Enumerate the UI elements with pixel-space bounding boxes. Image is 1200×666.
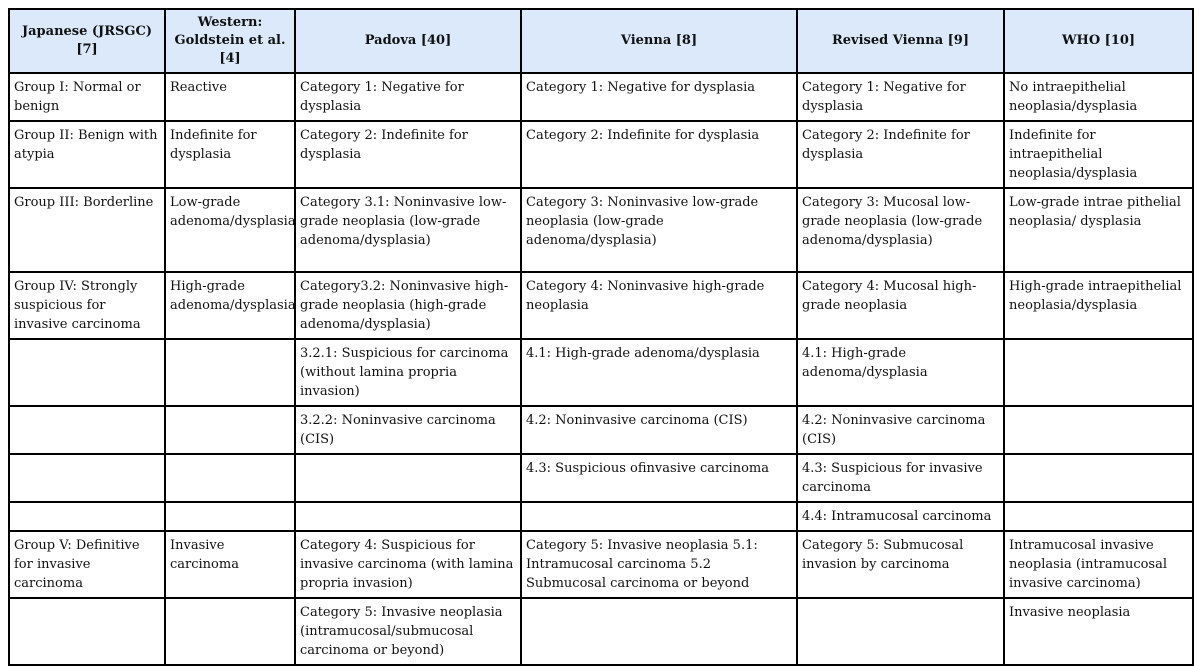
table-cell: 4.3: Suspicious ofinvasive carcinoma	[521, 454, 797, 502]
table-cell	[521, 502, 797, 531]
table-cell: 4.4: Intramucosal carcinoma	[797, 502, 1004, 531]
table-cell: Intramucosal invasive neoplasia (intramucosal invasive carcinoma)	[1004, 531, 1193, 598]
header-revised-vienna: Revised Vienna [9]	[797, 9, 1004, 73]
table-cell: Category 1: Negative for dysplasia	[797, 73, 1004, 121]
table-cell: Low-grade intrae pithelial neoplasia/ dysplasia	[1004, 188, 1193, 272]
table-cell	[9, 502, 165, 531]
table-cell: Category 3.1: Noninvasive low-grade neoplasia (low-grade adenoma/dysplasia)	[295, 188, 521, 272]
table-row	[9, 73, 1193, 121]
table-cell	[295, 454, 521, 502]
table-cell: Group I: Normal or benign	[9, 73, 165, 121]
table-cell	[165, 454, 295, 502]
table-cell: Group II: Benign with atypia	[9, 121, 165, 188]
table-cell	[165, 502, 295, 531]
table-cell: Category 2: Indefinite for dysplasia	[521, 121, 797, 188]
table-cell: Category 4: Noninvasive high-grade neoplasia	[521, 272, 797, 339]
table-row	[9, 339, 1193, 406]
table-cell: Category 1: Negative for dysplasia	[521, 73, 797, 121]
table-cell	[1004, 454, 1193, 502]
table-cell: Group III: Borderline	[9, 188, 165, 272]
table-cell	[9, 598, 165, 665]
table-row	[9, 272, 1193, 339]
header-vienna: Vienna [8]	[521, 9, 797, 73]
table-cell: Reactive	[165, 73, 295, 121]
table-cell	[1004, 339, 1193, 406]
table-cell: 4.1: High-grade adenoma/dysplasia	[797, 339, 1004, 406]
table-cell: Category 4: Suspicious for invasive carcinoma (with lamina propria invasion)	[295, 531, 521, 598]
table-cell	[295, 502, 521, 531]
table-cell: Category 4: Mucosal high-grade neoplasia	[797, 272, 1004, 339]
table-cell: Category 3: Noninvasive low-grade neoplasia (low-grade adenoma/dysplasia)	[521, 188, 797, 272]
table-cell	[165, 598, 295, 665]
table-cell	[9, 454, 165, 502]
header-padova: Padova [40]	[295, 9, 521, 73]
table-cell	[9, 406, 165, 454]
table-cell: Indefinite for dysplasia	[165, 121, 295, 188]
table-cell: Low-grade adenoma/dysplasia	[165, 188, 295, 272]
table-cell: 4.3: Suspicious for invasive carcinoma	[797, 454, 1004, 502]
table-cell: Category 5: Submucosal invasion by carcinoma	[797, 531, 1004, 598]
header-western: Western: Goldstein et al. [4]	[165, 9, 295, 73]
table-cell: Category 2: Indefinite for dysplasia	[295, 121, 521, 188]
table-cell: Category 1: Negative for dysplasia	[295, 73, 521, 121]
table-cell	[521, 598, 797, 665]
table-cell: Category3.2: Noninvasive high-grade neoplasia (high-grade adenoma/dysplasia)	[295, 272, 521, 339]
table-cell: Category 2: Indefinite for dysplasia	[797, 121, 1004, 188]
header-japanese: Japanese (JRSGC) [7]	[9, 9, 165, 73]
table-cell: No intraepithelial neoplasia/dysplasia	[1004, 73, 1193, 121]
table-cell	[1004, 502, 1193, 531]
table-cell: 3.2.2: Noninvasive carcinoma (CIS)	[295, 406, 521, 454]
table-row	[9, 454, 1193, 502]
table-cell	[165, 339, 295, 406]
table-cell: High-grade intraepithelial neoplasia/dysplasia	[1004, 272, 1193, 339]
table-cell: Category 5: Invasive neoplasia (intramucosal/submucosal carcinoma or beyond)	[295, 598, 521, 665]
table-cell	[9, 339, 165, 406]
table-cell: Category 5: Invasive neoplasia 5.1: Intramucosal carcinoma 5.2 Submucosal carcinoma or beyond	[521, 531, 797, 598]
table-cell: Group V: Definitive for invasive carcinoma	[9, 531, 165, 598]
table-cell: 4.1: High-grade adenoma/dysplasia	[521, 339, 797, 406]
table-cell: 4.2: Noninvasive carcinoma (CIS)	[797, 406, 1004, 454]
table-row	[9, 502, 1193, 531]
table-cell	[165, 406, 295, 454]
table-cell: Invasive carcinoma	[165, 531, 295, 598]
table-row	[9, 188, 1193, 272]
table-row	[9, 598, 1193, 665]
table-cell: Indefinite for intraepithelial neoplasia/dysplasia	[1004, 121, 1193, 188]
header-row	[9, 9, 1193, 73]
table-row	[9, 406, 1193, 454]
table-cell: High-grade adenoma/dysplasia	[165, 272, 295, 339]
table-cell: Invasive neoplasia	[1004, 598, 1193, 665]
table-cell	[797, 598, 1004, 665]
table-row	[9, 121, 1193, 188]
table-cell: 4.2: Noninvasive carcinoma (CIS)	[521, 406, 797, 454]
classification-table	[8, 8, 1194, 666]
table-row	[9, 531, 1193, 598]
table-cell	[1004, 406, 1193, 454]
table-cell: Group IV: Strongly suspicious for invasive carcinoma	[9, 272, 165, 339]
table-cell: 3.2.1: Suspicious for carcinoma (without lamina propria invasion)	[295, 339, 521, 406]
header-who: WHO [10]	[1004, 9, 1193, 73]
table-cell: Category 3: Mucosal low-grade neoplasia (low-grade adenoma/dysplasia)	[797, 188, 1004, 272]
